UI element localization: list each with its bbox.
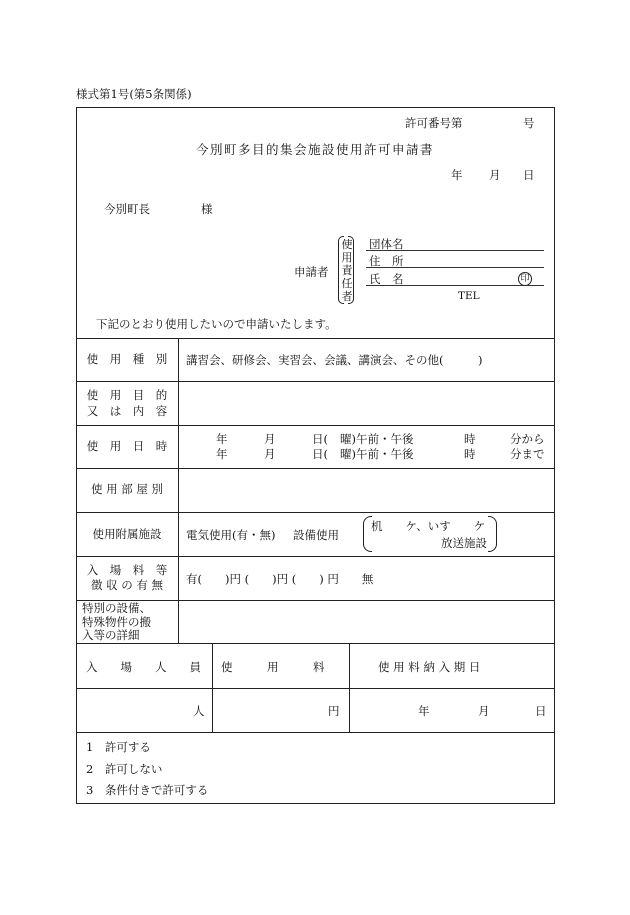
electric-usage: 電気使用(有・無) — [186, 528, 276, 542]
name-label: 氏 名 — [369, 272, 404, 286]
start-day: 日( — [312, 432, 328, 446]
usage-purpose-label-1: 使 用 目 的 — [86, 388, 168, 402]
end-year: 年 — [216, 447, 228, 461]
pay-month: 月 — [478, 704, 490, 718]
row-divider — [76, 732, 555, 733]
intro-text: 下記のとおり使用したいので申請いたします。 — [96, 317, 337, 331]
form-title: 今別町多目的集会施設使用許可申請書 — [196, 142, 435, 157]
bottom-column-divider — [212, 643, 213, 732]
addressee-honorific: 様 — [201, 202, 213, 216]
row-divider — [76, 512, 555, 513]
row-divider — [76, 425, 555, 426]
usage-datetime-label: 使 用 日 時 — [86, 439, 168, 453]
special-label: 特別の設備、 特殊物件の搬 入等の詳細 — [82, 601, 151, 642]
group-name-line — [366, 250, 544, 251]
decision-deny: 2 許可しない — [86, 762, 163, 776]
bottom-column-divider — [349, 643, 350, 732]
addressee-name: 今別町長 — [104, 202, 150, 216]
row-divider — [76, 338, 555, 339]
person-unit: 人 — [193, 704, 205, 718]
end-ampm: 曜)午前・午後 — [340, 447, 414, 461]
facility-label: 使用附属施設 — [92, 527, 162, 541]
admission-label-1: 入 場 料 等 — [86, 563, 168, 577]
start-year: 年 — [216, 432, 228, 446]
fee-header: 使 用 料 — [221, 660, 325, 674]
decision-conditional: 3 条件付きで許可する — [86, 783, 209, 797]
row-divider — [76, 468, 555, 469]
row-divider — [76, 381, 555, 382]
end-minute: 分まで — [510, 447, 545, 461]
end-hour: 時 — [464, 447, 476, 461]
label-column-divider — [178, 338, 179, 643]
broadcast-facility: 放送施設 — [441, 536, 487, 550]
desk-chair-count: 机 ケ、いす ケ — [371, 519, 486, 533]
permit-number-prefix: 許可番号第 — [405, 116, 463, 130]
attendance-header: 入 場 人 員 — [86, 660, 201, 674]
group-name-label: 団体名 — [369, 237, 404, 251]
pay-day: 日 — [535, 704, 547, 718]
start-ampm: 曜)午前・午後 — [340, 432, 414, 446]
start-hour: 時 — [464, 432, 476, 446]
applicant-label: 申請者 — [294, 265, 329, 279]
payment-date-header: 使 用 料 納 入 期 日 — [378, 660, 481, 674]
end-day: 日( — [312, 447, 328, 461]
row-divider — [76, 688, 555, 689]
address-label: 住 所 — [369, 254, 404, 268]
date-year: 年 — [451, 168, 463, 182]
usage-room-label: 使 用 部 屋 別 — [90, 482, 164, 496]
admission-value: 有( )円 ( )円 ( ) 円 無 — [186, 572, 374, 586]
yen-unit: 円 — [328, 704, 340, 718]
start-month: 月 — [264, 432, 276, 446]
row-divider — [76, 556, 555, 557]
seal-mark: 印 — [518, 272, 532, 286]
end-month: 月 — [264, 447, 276, 461]
pay-year: 年 — [418, 704, 430, 718]
usage-type-value: 講習会、研修会、実習会、会議、講演会、その他( ) — [186, 353, 483, 367]
usage-type-label: 使 用 種 別 — [86, 352, 168, 366]
decision-permit: 1 許可する — [86, 740, 151, 754]
date-month: 月 — [489, 168, 501, 182]
start-minute: 分から — [510, 432, 545, 446]
equipment-brace-right — [488, 516, 497, 552]
tel-label: TEL — [458, 290, 480, 302]
row-divider — [76, 643, 555, 644]
date-day: 日 — [523, 168, 535, 182]
form-number: 様式第1号(第5条関係) — [76, 87, 192, 101]
permit-number-suffix: 号 — [523, 116, 535, 130]
name-line — [366, 285, 544, 286]
applicant-role: 使 用 責 任 者 — [341, 238, 353, 303]
admission-label-2: 徴 収 の 有 無 — [90, 578, 164, 592]
usage-purpose-label-2: 又 は 内 容 — [86, 404, 168, 418]
equipment-usage: 設備使用 — [293, 528, 339, 542]
address-line — [366, 267, 544, 268]
